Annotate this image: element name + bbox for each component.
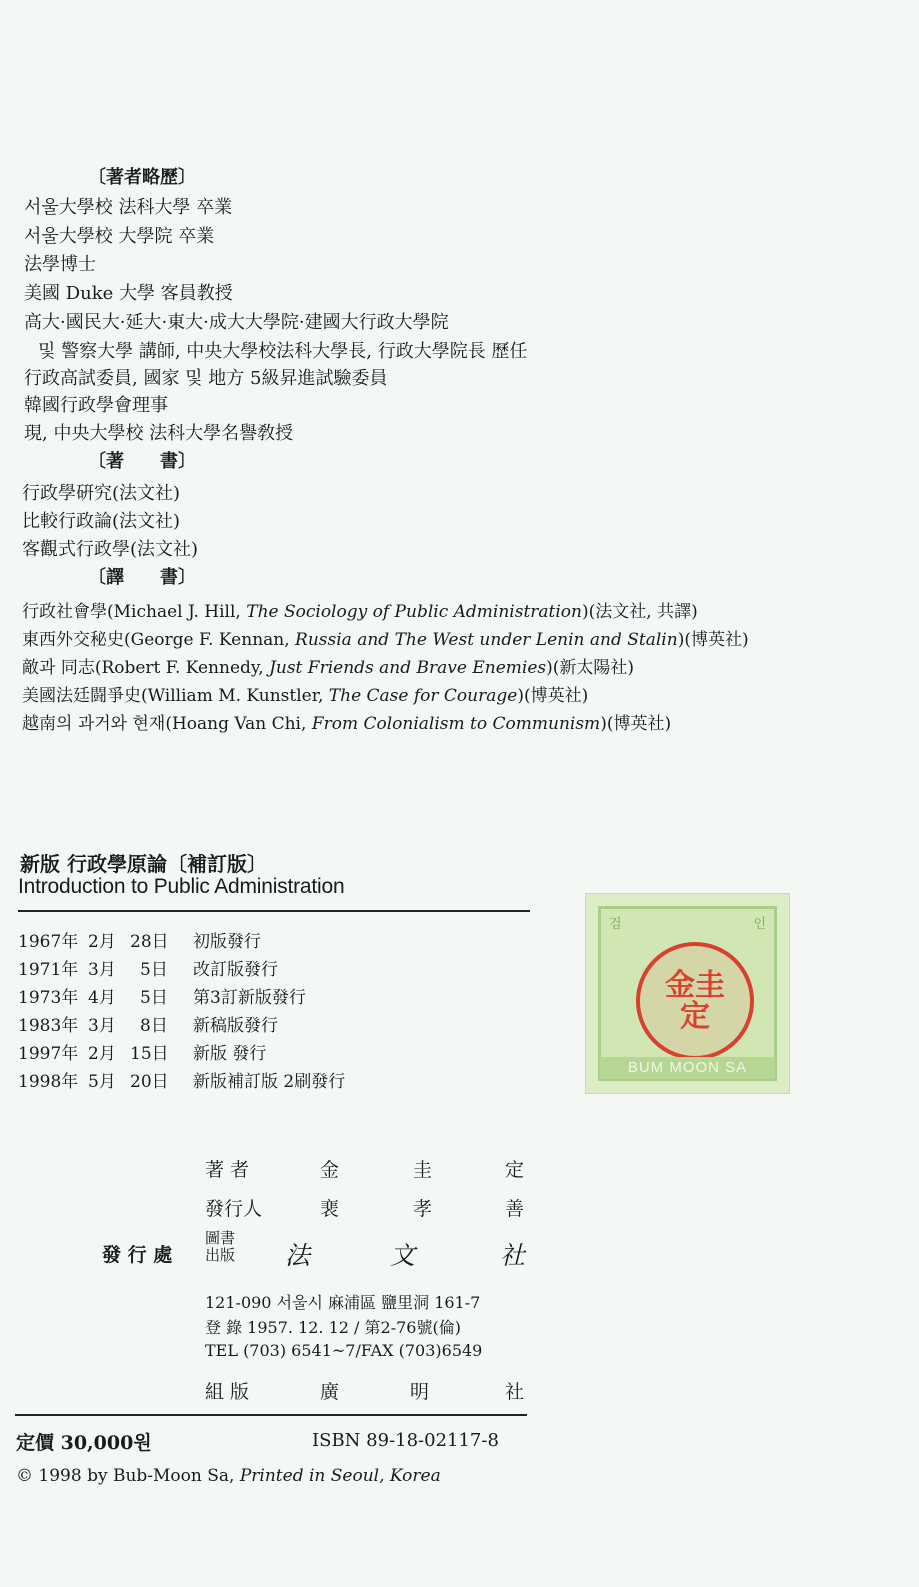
- author-name-char: 金: [320, 1159, 340, 1181]
- translation-item: 東西外交秘史(George F. Kennan, Russia and The West under Lenin and Stalin)(博英社): [22, 630, 749, 650]
- publisher-name-char: 孝: [413, 1198, 433, 1220]
- book-title-english: Introduction to Public Administration: [18, 875, 345, 898]
- stamp-corner-left: 검: [609, 917, 622, 932]
- telephone: TEL (703) 6541~7/FAX (703)6549: [205, 1341, 483, 1360]
- author-name-char: 圭: [413, 1159, 433, 1181]
- publisher-name-char: 善: [505, 1198, 525, 1220]
- office-label: 發 行 處: [102, 1244, 173, 1266]
- office-name-char: 法: [285, 1241, 311, 1270]
- book-item: 客觀式行政學(法文社): [22, 539, 199, 560]
- profile-line: 서울大學校 法科大學 卒業: [24, 197, 233, 218]
- typeset-row: [205, 1377, 530, 1407]
- author-profile-heading: 〔著者略歷〕: [88, 167, 196, 188]
- publisher-stamp: [585, 893, 790, 1094]
- author-label: 著 者: [205, 1159, 250, 1181]
- stamp-corner-right: 인: [753, 917, 766, 932]
- author-name-char: 定: [505, 1159, 525, 1181]
- office-type: 圖書 出版: [205, 1229, 236, 1264]
- translation-item: 敵과 同志(Robert F. Kennedy, Just Friends and Brave Enemies)(新太陽社): [22, 658, 635, 678]
- profile-line: 및 警察大學 講師, 中央大學校法科大學長, 行政大學院長 歷任: [38, 341, 528, 362]
- stamp-frame: [598, 906, 777, 1081]
- copyright: © 1998 by Bub-Moon Sa, Printed in Seoul, Korea: [16, 1466, 441, 1486]
- book-title-korean: 新版 行政學原論〔補訂版〕: [20, 852, 267, 876]
- price-rule: [15, 1414, 527, 1416]
- edition-history: 1967年 2月 28日 初版發行 1971年 3月 5日 改訂版發行 1973年 4月 5日 第3訂新版發行 1983年 3月 8日 新稿版發行 1997年 2月 15日 新版 發行 1998年 5月 20日 新版補訂版 2刷發行: [18, 932, 346, 1092]
- translation-item: 行政社會學(Michael J. Hill, The Sociology of Public Administration)(法文社, 共譯): [22, 602, 698, 622]
- profile-line: 美國 Duke 大學 客員教授: [24, 283, 233, 304]
- stamp-label: BUM MOON SA: [600, 1057, 775, 1079]
- title-rule: [18, 910, 530, 912]
- profile-line: 現, 中央大學校 法科大學名譽敎授: [24, 423, 294, 444]
- translation-item: 越南의 과거와 현재(Hoang Van Chi, From Colonialism to Communism)(博英社): [22, 714, 672, 734]
- seal-text: 金圭 定: [665, 967, 725, 1034]
- address: 121-090 서울시 麻浦區 鹽里洞 161-7: [205, 1293, 481, 1312]
- publisher-row: [205, 1194, 530, 1224]
- book-item: 行政學硏究(法文社): [22, 483, 181, 504]
- book-item: 比較行政論(法文社): [22, 511, 181, 532]
- registration: 登 錄 1957. 12. 12 / 第2-76號(倫): [205, 1318, 461, 1337]
- profile-line: 韓國行政學會理事: [24, 395, 168, 416]
- publisher-name-char: 裵: [320, 1198, 340, 1220]
- price: 定價 30,000원: [16, 1432, 152, 1454]
- typeset-name-char: 廣: [320, 1381, 340, 1403]
- translations-heading: 〔譯 書〕: [88, 567, 196, 588]
- publisher-label: 發行人: [205, 1198, 263, 1220]
- office-name-char: 文: [390, 1241, 416, 1270]
- typeset-name-char: 明: [410, 1381, 430, 1403]
- author-row: [205, 1155, 530, 1185]
- office-name-char: 社: [500, 1241, 526, 1270]
- typeset-label: 組 版: [205, 1381, 250, 1403]
- profile-line: 高大·國民大·延大·東大·成大大學院·建國大行政大學院: [24, 312, 449, 333]
- translation-item: 美國法廷闘爭史(William M. Kunstler, The Case for Courage)(博英社): [22, 686, 589, 706]
- isbn: ISBN 89-18-02117-8: [312, 1430, 499, 1451]
- profile-line: 法學博士: [24, 254, 96, 275]
- typeset-name-char: 社: [505, 1381, 525, 1403]
- profile-line: 서울大學校 大學院 卒業: [24, 226, 215, 247]
- books-heading: 〔著 書〕: [88, 451, 196, 472]
- seal-icon: [636, 942, 754, 1060]
- office-name: [285, 1236, 530, 1270]
- profile-line: 行政高試委員, 國家 및 地方 5級昇進試驗委員: [24, 368, 388, 389]
